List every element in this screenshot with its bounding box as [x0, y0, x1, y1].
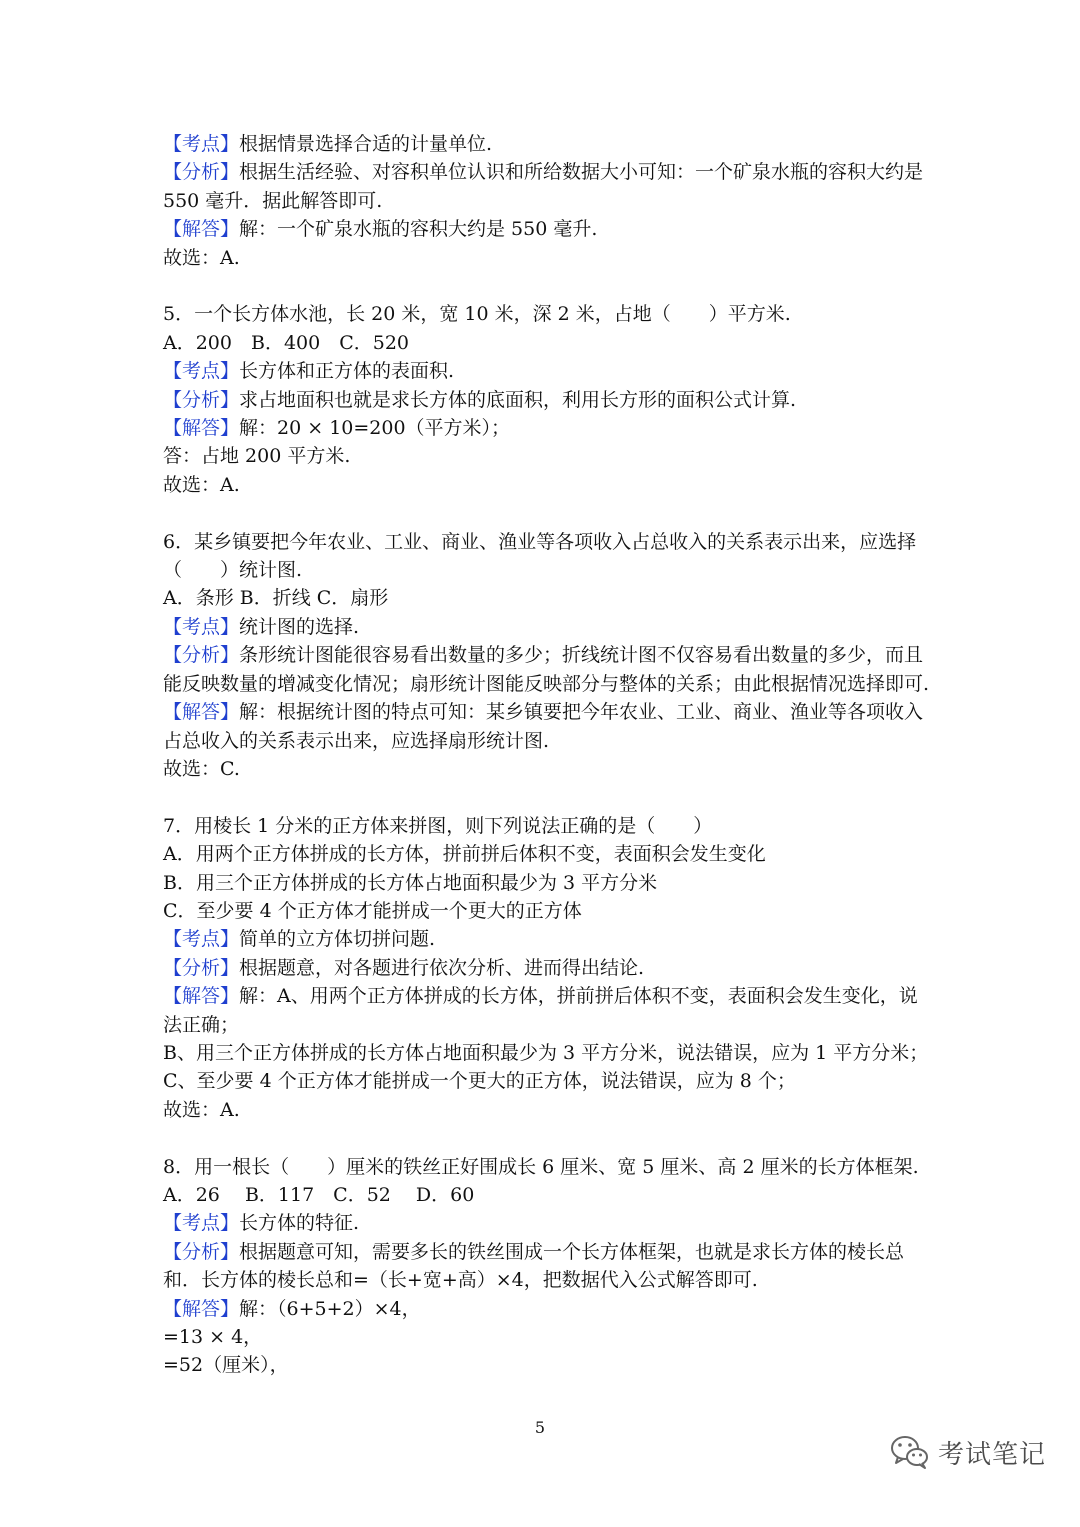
text-line	[163, 613, 923, 641]
line-text: 求占地面积也就是求长方体的底面积，利用长方形的面积公式计算.	[239, 388, 797, 411]
text-line	[163, 1181, 923, 1209]
line-text: 解：一个矿泉水瓶的容积大约是 550 毫升.	[239, 218, 598, 241]
wechat-icon	[890, 1434, 930, 1470]
text-line	[163, 727, 923, 755]
line-text: B、用三个正方体拼成的长方体占地面积最少为 3 平方分米，说法错误，应为 1 平方分米；	[163, 1041, 929, 1064]
watermark	[890, 1430, 1046, 1474]
text-line	[163, 982, 923, 1010]
section-tag: 【考点】	[163, 360, 240, 383]
line-text: C．至少要 4 个正方体才能拼成一个更大的正方体	[163, 899, 582, 922]
section-tag: 【分析】	[163, 1240, 240, 1263]
line-text: 故选：C.	[163, 757, 240, 780]
line-text: 解：（6+5+2）×4，	[239, 1297, 421, 1320]
section-tag: 【考点】	[163, 928, 240, 951]
line-text: 解：A、用两个正方体拼成的长方体，拼前拼后体积不变，表面积会发生变化，说	[239, 985, 918, 1008]
text-line	[163, 329, 923, 357]
line-text: 7．用棱长 1 分米的正方体来拼图，则下列说法正确的是（ ）	[163, 814, 713, 837]
line-text: 答：占地 200 平方米.	[163, 445, 351, 468]
line-text: =13 × 4，	[163, 1326, 263, 1348]
text-line	[163, 584, 923, 612]
line-text: 法正确；	[163, 1013, 240, 1036]
text-line	[163, 641, 923, 669]
text-line	[163, 386, 923, 414]
line-text: 根据题意，对各题进行依次分析、进而得出结论.	[239, 956, 645, 979]
text-line	[163, 954, 923, 982]
line-text: C、至少要 4 个正方体才能拼成一个更大的正方体，说法错误，应为 8 个；	[163, 1070, 796, 1093]
paragraph-gap	[163, 272, 923, 300]
line-text: 故选：A.	[163, 1098, 240, 1121]
text-line	[163, 1096, 923, 1124]
text-line	[163, 840, 923, 868]
text-line	[163, 442, 923, 470]
line-text: 根据情景选择合适的计量单位.	[239, 133, 493, 155]
text-line	[163, 670, 930, 698]
watermark-text: 考试笔记	[938, 1439, 1047, 1470]
paragraph-gap	[163, 783, 923, 811]
line-text: 占总收入的关系表示出来，应选择扇形统计图.	[163, 729, 550, 752]
text-line	[163, 357, 923, 385]
line-text: A．26 B．117 C．52 D．60	[163, 1183, 475, 1206]
section-tag: 【考点】	[163, 615, 240, 638]
text-line	[163, 1011, 923, 1039]
text-line	[163, 300, 923, 328]
page-number: 5	[534, 1418, 546, 1437]
text-line	[163, 556, 923, 584]
text-line	[163, 698, 923, 726]
text-line	[163, 869, 923, 897]
section-tag: 【解答】	[163, 701, 240, 724]
section-tag: 【解答】	[163, 985, 240, 1008]
line-text: A．条形 B．折线 C．扇形	[163, 587, 389, 610]
section-tag: 【考点】	[163, 1212, 240, 1235]
text-line	[163, 130, 923, 158]
line-text: 根据生活经验、对容积单位认识和所给数据大小可知：一个矿泉水瓶的容积大约是	[239, 161, 924, 184]
line-text: A．用两个正方体拼成的长方体，拼前拼后体积不变，表面积会发生变化	[163, 843, 766, 866]
line-text: 6．某乡镇要把今年农业、工业、商业、渔业等各项收入占总收入的关系表示出来，应选择	[163, 530, 917, 553]
text-line	[163, 244, 923, 272]
text-line	[163, 158, 923, 186]
section-tag: 【分析】	[163, 956, 240, 979]
text-line	[163, 187, 923, 215]
text-line	[163, 414, 923, 442]
text-line	[163, 1209, 923, 1237]
text-line	[163, 1238, 923, 1266]
text-line	[163, 1039, 929, 1067]
line-text: 5．一个长方体水池，长 20 米，宽 10 米，深 2 米，占地（ ）平方米.	[163, 303, 791, 326]
line-text: 解：根据统计图的特点可知：某乡镇要把今年农业、工业、商业、渔业等各项收入	[239, 701, 924, 724]
line-text: B．用三个正方体拼成的长方体占地面积最少为 3 平方分米	[163, 871, 658, 894]
section-tag: 【分析】	[163, 644, 240, 667]
section-tag: 【解答】	[163, 218, 240, 241]
section-tag: 【解答】	[163, 417, 240, 440]
text-line	[163, 1323, 923, 1351]
line-text: A．200 B．400 C．520	[163, 331, 410, 354]
text-line	[163, 215, 923, 243]
line-text: 能反映数量的增减变化情况；扇形统计图能反映部分与整体的关系；由此根据情况选择即可.	[163, 672, 930, 695]
line-text: 和．长方体的棱长总和=（长+宽+高）×4，把数据代入公式解答即可.	[163, 1269, 758, 1292]
paragraph-gap	[163, 1124, 923, 1152]
line-text: 故选：A.	[163, 246, 240, 269]
text-line	[163, 1351, 923, 1379]
line-text: 根据题意可知，需要多长的铁丝围成一个长方体框架，也就是求长方体的棱长总	[239, 1240, 905, 1263]
text-line	[163, 1266, 923, 1294]
line-text: 长方体和正方体的表面积.	[239, 360, 455, 383]
line-text: 8．用一根长（ ）厘米的铁丝正好围成长 6 厘米、宽 5 厘米、高 2 厘米的长方体框架.	[163, 1155, 919, 1178]
text-line	[163, 1153, 923, 1181]
section-tag: 【考点】	[163, 133, 240, 155]
line-text: （ ）统计图.	[163, 559, 303, 582]
line-text: 解：20 × 10=200（平方米）；	[239, 417, 511, 440]
text-line	[163, 471, 923, 499]
text-line	[163, 528, 923, 556]
line-text: 长方体的特征.	[239, 1212, 360, 1235]
section-tag: 【分析】	[163, 388, 240, 411]
paragraph-gap	[163, 499, 923, 527]
line-text: 统计图的选择.	[239, 615, 360, 638]
line-text: =52（厘米），	[163, 1354, 289, 1377]
section-tag: 【分析】	[163, 161, 240, 184]
text-line	[163, 1067, 923, 1095]
text-line	[163, 755, 923, 783]
text-line	[163, 897, 923, 925]
text-line	[163, 925, 923, 953]
line-text: 550 毫升．据此解答即可.	[163, 189, 383, 212]
text-line	[163, 812, 923, 840]
line-text: 简单的立方体切拼问题.	[239, 928, 436, 951]
section-tag: 【解答】	[163, 1297, 240, 1320]
line-text: 故选：A.	[163, 473, 240, 496]
text-line	[163, 1295, 923, 1323]
document-body	[163, 130, 930, 1380]
line-text: 条形统计图能很容易看出数量的多少；折线统计图不仅容易看出数量的多少，而且	[239, 644, 924, 667]
